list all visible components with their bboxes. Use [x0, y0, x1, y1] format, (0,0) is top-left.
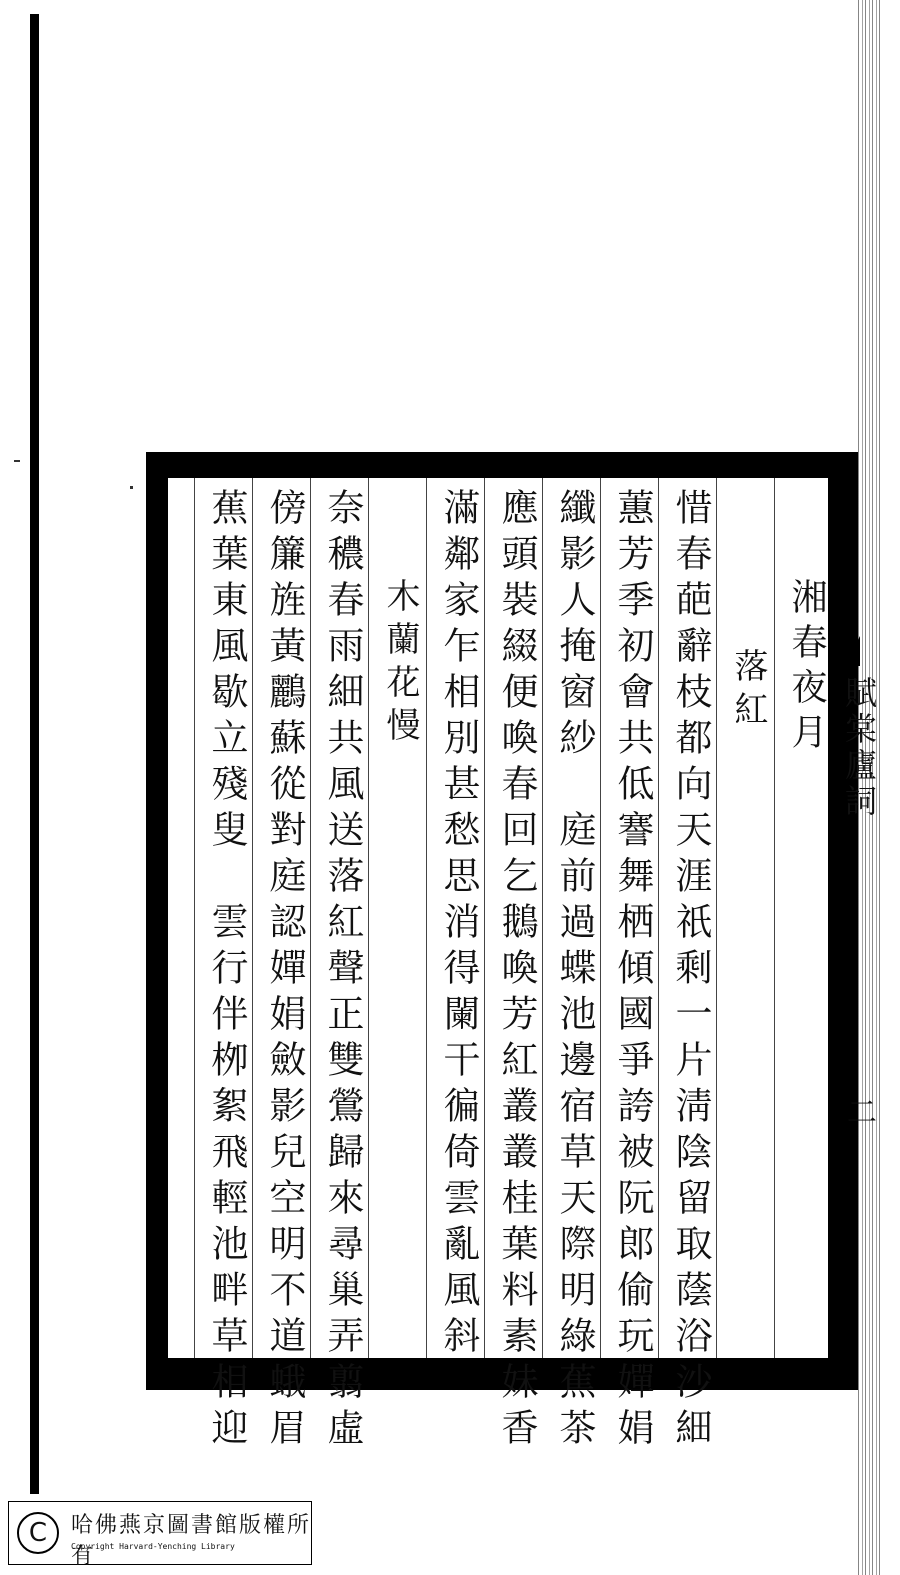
text-column: 傍簾旌黃鸝蘇從對庭認嬋娟斂影兒空明不道蛾眉	[263, 488, 306, 1454]
margin-tab	[828, 636, 878, 1196]
copyright-title: 哈佛燕京圖書館版權所有	[71, 1513, 312, 1569]
text-column: 蕙芳季初會共低謇舞栖傾國爭誇被阮郎偷玩嬋娟	[611, 488, 654, 1454]
text-column: 纖影人掩窗紗 庭前過蝶池邊宿草天際明綠蕉茶	[553, 488, 596, 1454]
scan-speck	[130, 486, 133, 489]
fishtail-mark	[828, 636, 860, 666]
poem-title-column: 湘春夜月	[786, 578, 827, 758]
book-title: 賦棠廬詞	[840, 676, 878, 820]
heading-column: 木蘭花慢	[380, 578, 420, 750]
scan-speck	[14, 460, 20, 462]
text-column: 惜春葩辭枝都向天涯祇剩一片淸陰留取蔭浴沙細	[669, 488, 712, 1454]
copyright-stamp	[8, 1501, 312, 1569]
text-column: 應頭裝綴便喚春回乞鵝喚芳紅叢叢桂葉料素妹香	[495, 488, 538, 1454]
copyright-subtitle: Copyright Harvard-Yenching Library	[71, 1542, 235, 1551]
page-frame	[146, 452, 858, 1454]
text-column: 滿鄰家乍相別甚愁思消得闌干徧倚雲亂風斜	[437, 488, 480, 1362]
page-number: 二	[841, 1096, 876, 1126]
text-column: 奈穠春雨細共風送落紅聲正雙鶯歸來尋巢弄翦虛	[321, 488, 364, 1454]
copyright-icon: C	[17, 1512, 59, 1554]
left-rule-line	[30, 14, 39, 1494]
text-block	[168, 478, 828, 1454]
text-column: 蕉葉東風歇立殘叟 雲行伴栁絮飛輕池畔草相迎	[205, 488, 248, 1454]
heading-column: 落紅	[728, 648, 768, 734]
